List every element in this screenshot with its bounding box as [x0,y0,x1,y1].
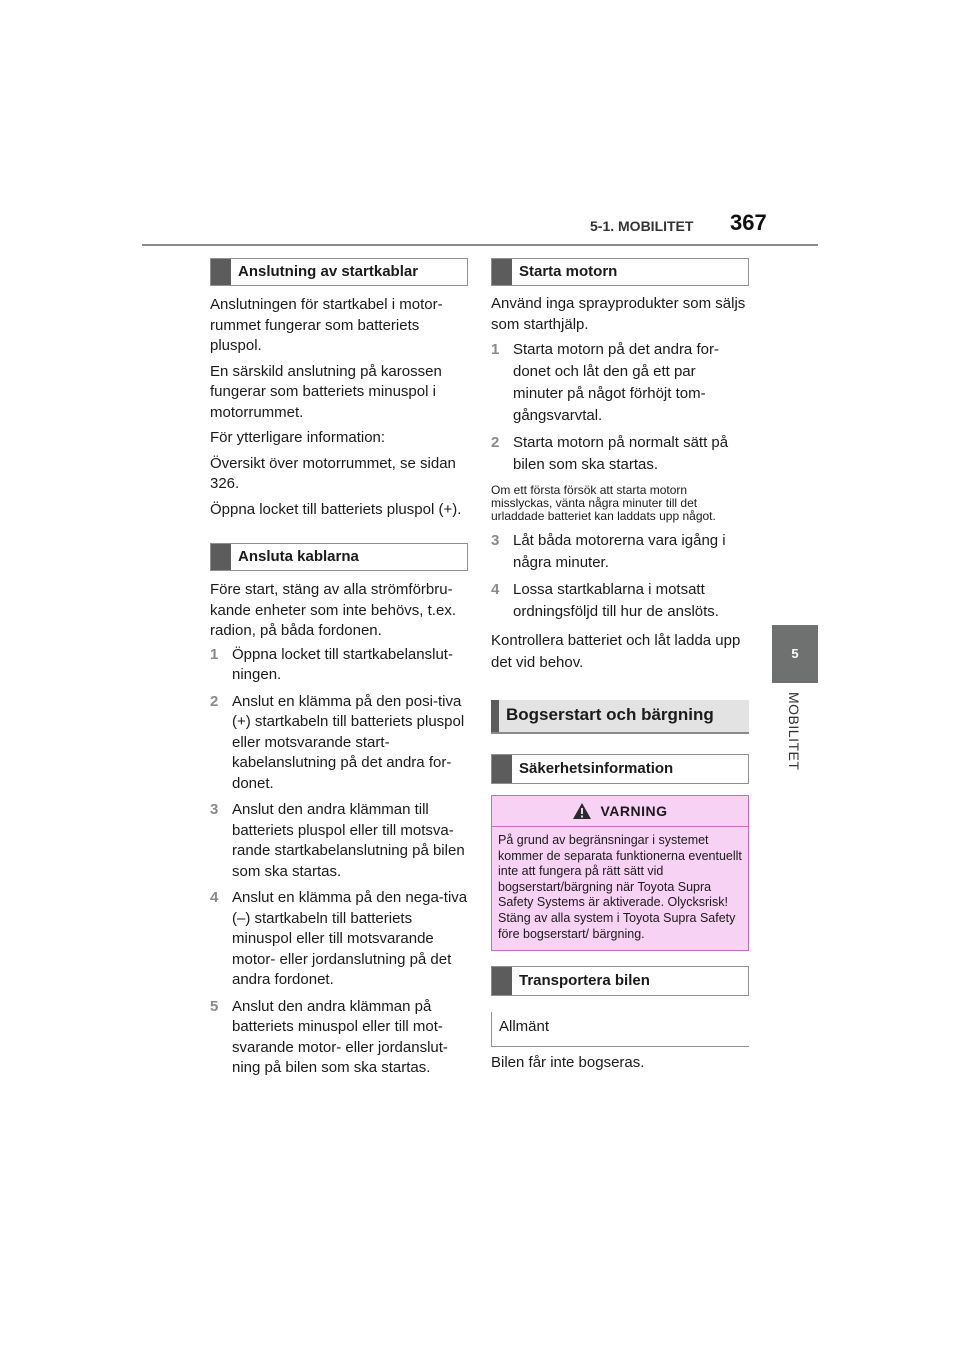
paragraph: Anslutningen för startkabel i motor-rummet fungerar som batteriets pluspol. [210,296,443,354]
step-text: Öppna locket till startkabelanslut-ningen. [232,645,453,683]
heading-text: Starta motorn [519,263,618,280]
warning-triangle-icon [572,802,592,820]
heading-sakerhetsinformation [491,754,749,784]
step-item [491,432,749,476]
step-text: Anslut den andra klämman på batteriets minuspol eller till mot-svarande motor- eller jordanslut-ning på bilen som ska startas. [232,997,448,1076]
heading-marker [211,544,231,570]
warning-header [492,796,748,827]
page-number: 367 [730,210,767,235]
header-divider [142,244,818,246]
step-text: Starta motorn på normalt sätt på bilen som ska startas. [513,434,729,473]
step-item [210,997,468,1079]
step-item [210,888,468,991]
heading-bogserstart [491,700,749,734]
chapter-tab-number[interactable]: 5 [772,625,818,683]
step-text: Anslut en klämma på den posi-tiva (+) startkabeln till batteriets pluspol eller motsvarande start-kabelanslutning på det andra for-donet. [232,692,465,792]
step-number: 1 [210,645,219,663]
right-column [491,258,749,1074]
paragraph: Före start, stäng av alla strömförbru-kande enheter som inte behövs, t.ex. radion, på båda fordonen. [210,581,456,639]
heading-text: Bogserstart och bärgning [506,705,714,724]
step-item [210,645,468,686]
step-number: 2 [210,692,219,710]
heading-marker [492,259,512,285]
step-item [210,800,468,882]
section-title: 5-1. MOBILITET [590,218,694,234]
heading-text: Säkerhetsinformation [519,760,674,777]
paragraph: Använd inga sprayprodukter som säljs som starthjälp. [491,295,746,333]
paragraph: Öppna locket till batteriets pluspol (+). [210,500,462,518]
step-number: 5 [210,997,219,1015]
paragraph: Bilen får inte bogseras. [491,1054,645,1072]
step-number: 3 [210,801,219,818]
paragraph: Översikt över motorrummet, se sidan 326. [210,454,456,492]
heading-anslutning-startkablar [210,258,468,286]
paragraph: Kontrollera batteriet och låt ladda upp det vid behov. [491,632,741,671]
heading-text: Ansluta kablarna [238,548,359,565]
step-number: 2 [491,434,500,451]
step-number: 4 [491,581,500,598]
subheading-allmant: Allmänt [491,1012,749,1047]
heading-text: Anslutning av startkablar [238,263,419,280]
heading-starta-motorn [491,258,749,286]
left-column [210,258,468,1079]
heading-marker [491,700,499,732]
step-text: Starta motorn på det andra for-donet och låt den gå ett par minuter på något förhöjt tom-gångsvarvtal. [513,341,719,424]
step-text: Anslut den andra klämman till batteriets pluspol eller till motsva-rande startkabelanslutning på bilen som ska startas. [232,801,465,880]
heading-marker [211,259,231,285]
step-text: Lossa startkablarna i motsatt ordningsföljd till hur de anslöts. [513,581,719,620]
warning-box [491,795,749,951]
step-number: 1 [491,341,500,358]
note-text: Om ett första försök att starta motorn misslyckas, vänta några minuter till det urladdade batteriet kan laddats upp något. [491,483,716,523]
heading-ansluta-kablarna [210,543,468,571]
step-item [491,579,749,623]
step-item [491,339,749,427]
step-item [491,530,749,574]
heading-marker [492,755,512,783]
heading-transportera-bilen [491,966,749,996]
chapter-tab-label: MOBILITET [786,692,802,771]
step-text: Låt båda motorerna vara igång i några minuter. [513,532,726,571]
step-number: 3 [491,532,500,549]
paragraph: En särskild anslutning på karossen fungerar som batteriets minuspol i motorrummet. [210,362,442,421]
paragraph: För ytterligare information: [210,429,386,446]
heading-marker [492,967,512,995]
warning-text: På grund av begränsningar i systemet kommer de separata funktionerna eventuellt inte att fungera på rätt sätt vid bogserstart/bärgning när Toyota Supra Safety Systems är aktiverade. Olycksrisk! Stäng av alla system i Toyota Supra Safety före bogserstart/ bärgning. [498,833,742,941]
warning-title: VARNING [600,803,668,819]
step-number: 4 [210,889,219,906]
step-item [210,692,468,795]
heading-text: Transportera bilen [519,972,650,990]
step-text: Anslut en klämma på den nega-tiva (–) startkabeln till batteriets minuspol eller till motsvarande motor- eller jordanslutning på det andra fordonet. [232,889,468,988]
